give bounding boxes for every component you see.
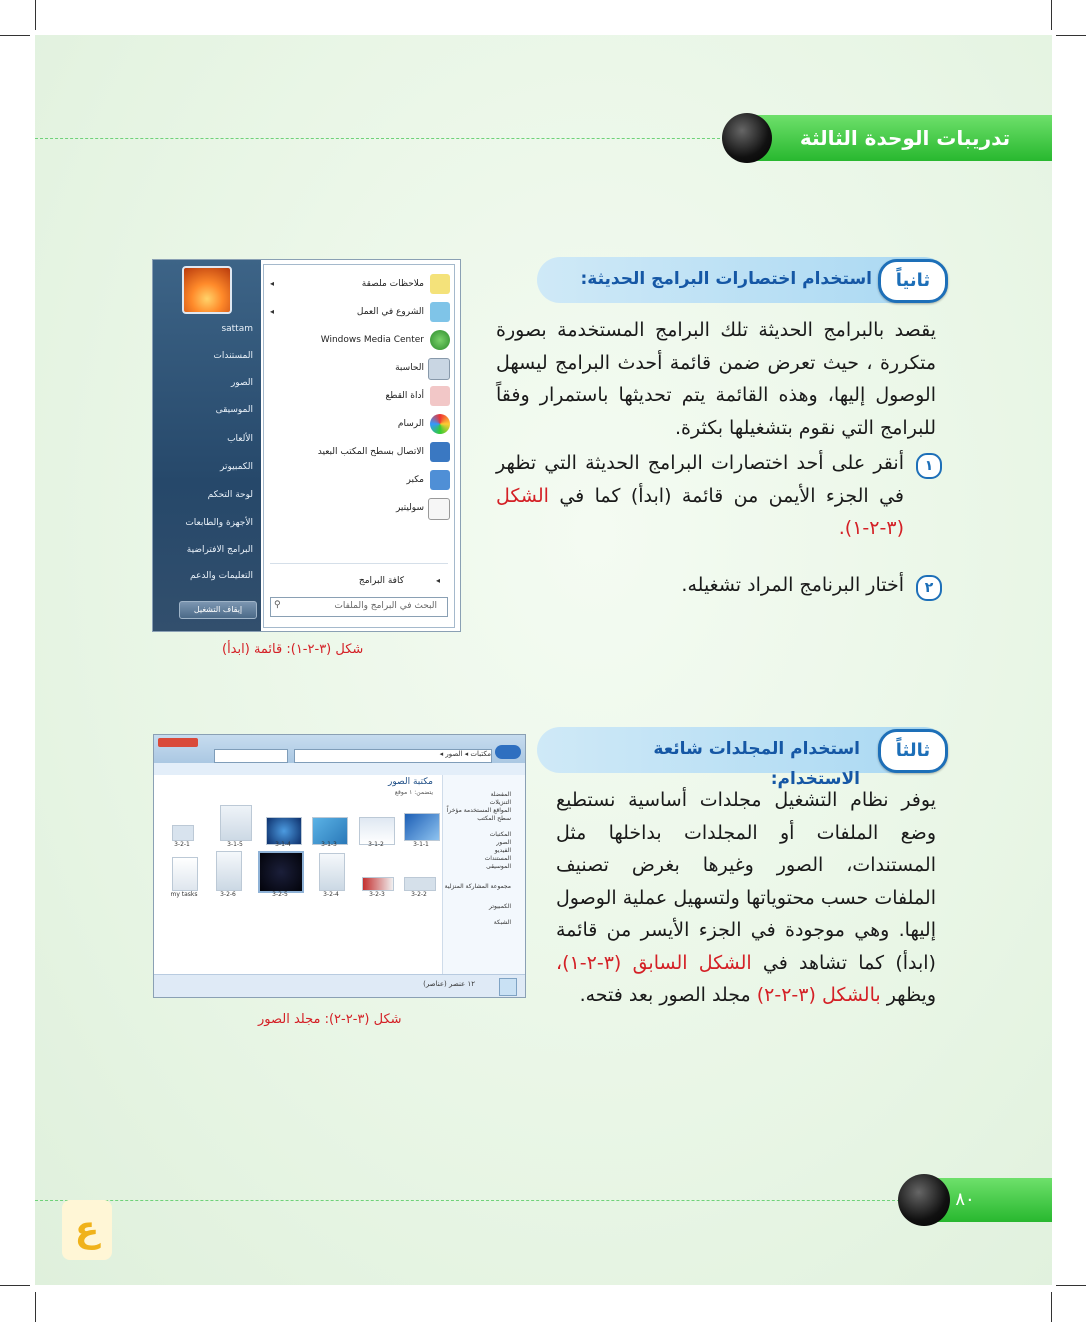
step1-text: أنقر على أحد اختصارات البرامج الحديثة التي تظهر في الجزء الأيمن من قائمة (ابدأ) كما في [496, 452, 904, 507]
thumbnail-label: my tasks [170, 891, 198, 898]
picture-thumbnail[interactable] [172, 825, 194, 841]
program-getting-started[interactable]: الشروع في العمل ◂ [264, 299, 454, 325]
thumbnail-label: 3-2-3 [369, 891, 385, 898]
program-paint[interactable]: الرسام [264, 411, 454, 437]
crop-mark [1051, 1292, 1052, 1322]
nav-libraries[interactable]: المكتبات [489, 831, 511, 838]
picture-thumbnail[interactable] [172, 857, 198, 891]
paint-palette-icon [430, 414, 450, 434]
explorer-toolbar [154, 763, 525, 775]
nav-documents[interactable]: المستندات [484, 855, 511, 862]
address-bar[interactable]: مكتبات ◂ الصور ◂ [294, 749, 492, 763]
program-remote-desktop[interactable]: الاتصال بسطح المكتب البعيد [264, 439, 454, 465]
section2-title: استخدام اختصارات البرامج الحديثة: [580, 269, 872, 289]
thumbnail-label: 3-1-2 [368, 841, 384, 848]
step2-number: ٢ [916, 575, 942, 601]
shutdown-button[interactable]: إيقاف التشغيل [179, 601, 257, 619]
item-count: ١٢ عنصر (عناصر) [423, 980, 475, 988]
step1 [496, 447, 904, 545]
picture-thumbnail[interactable] [319, 853, 345, 891]
page-background [35, 35, 1052, 1285]
picture-thumbnail[interactable] [404, 877, 436, 891]
chevron-left-icon: ◂ [436, 576, 441, 585]
nav-downloads[interactable]: التنزيلات [489, 799, 511, 806]
picture-thumbnail[interactable] [216, 851, 242, 891]
cards-icon [428, 498, 450, 520]
navigation-pane [442, 775, 525, 975]
thumbnail-label: 3-2-4 [323, 891, 339, 898]
figure2-caption: شكل (٣-٢-٢): مجلد الصور [258, 1012, 402, 1027]
step1-number: ١ [916, 453, 942, 479]
crop-mark [0, 35, 30, 36]
nav-pictures[interactable]: الصور [496, 839, 511, 846]
picture-thumbnail[interactable] [220, 805, 252, 841]
all-programs-item[interactable]: كافة البرامج ◂ [358, 576, 441, 586]
nav-network[interactable]: الشبكة [493, 919, 511, 926]
program-magnifier[interactable]: مكبر [264, 467, 454, 493]
nav-music[interactable]: الموسيقى [486, 863, 511, 870]
places-help-support[interactable]: التعليمات والدعم [190, 571, 253, 581]
thumbnail-label: 3-1-4 [275, 841, 291, 848]
user-name[interactable]: sattam [221, 324, 253, 334]
step1-figure-ref: الشكل (٣-٢-١). [496, 484, 904, 539]
start-menu-places-pane [153, 260, 261, 631]
places-games[interactable]: الألعاب [227, 434, 253, 444]
crop-mark [35, 1292, 36, 1322]
thumbnail-label: 3-1-1 [413, 841, 429, 848]
sticky-notes-icon [430, 274, 450, 294]
places-music[interactable]: الموسيقى [215, 405, 253, 415]
places-devices-printers[interactable]: الأجهزة والطابعات [185, 518, 253, 528]
picture-thumbnail[interactable] [404, 813, 440, 841]
program-media-center[interactable]: Windows Media Center [264, 327, 454, 353]
magnifier-icon [430, 470, 450, 490]
back-forward-icon[interactable] [495, 745, 521, 759]
places-documents[interactable]: المستندات [213, 351, 253, 361]
submenu-arrow-icon: ◂ [270, 307, 275, 316]
publisher-logo: ع [62, 1200, 112, 1260]
section3-title: استخدام المجلدات شائعة الاستخدام: [653, 739, 860, 789]
step2: أختار البرنامج المراد تشغيله. [681, 574, 904, 596]
program-calculator[interactable]: الحاسبة [264, 355, 454, 381]
nav-desktop[interactable]: سطح المكتب [477, 815, 511, 822]
crop-mark [1056, 1285, 1086, 1286]
scissors-icon [430, 386, 450, 406]
thumbnail-label: 3-2-2 [411, 891, 427, 898]
places-control-panel[interactable]: لوحة التحكم [207, 490, 253, 500]
thumbnail-label: 3-1-5 [227, 841, 243, 848]
header-rule [35, 138, 725, 139]
window-controls[interactable] [158, 738, 198, 747]
program-snipping-tool[interactable]: أداة القطع [264, 383, 454, 409]
user-avatar [182, 266, 232, 314]
start-menu-figure [152, 259, 461, 632]
places-computer[interactable]: الكمبيوتر [220, 462, 253, 472]
nav-recent-places[interactable]: المواقع المستخدمة مؤخراً [446, 807, 511, 814]
pictures-library-figure [153, 734, 526, 998]
nav-homegroup[interactable]: مجموعة المشاركة المنزلية [444, 883, 511, 890]
remote-desktop-icon [430, 442, 450, 462]
thumbnail-label: 3-2-1 [174, 841, 190, 848]
search-icon: ⚲ [274, 600, 281, 610]
places-default-programs[interactable]: البرامج الافتراضية [186, 545, 253, 555]
section3-text-a: يوفر نظام التشغيل مجلدات أساسية نستطيع وضع الملفات أو المجلدات بداخلها مثل المستندات، الصور وغيرها بغرض تصنيف الملفات حسب محتوياتها ولتسهيل عملية الوصول إليها. وهي موجودة في الجزء الأيسر من قائمة (ابدأ) كما تشاهد في [556, 789, 936, 974]
header-cap [722, 113, 772, 163]
program-solitaire[interactable]: سوليتير [264, 495, 454, 521]
library-title: مكتبة الصور [388, 777, 433, 787]
section3-ref-fig2: بالشكل (٣-٢-٢) [756, 984, 881, 1006]
section2-badge: ثانياً [878, 259, 948, 303]
getting-started-icon [430, 302, 450, 322]
nav-videos[interactable]: الفيديو [494, 847, 511, 854]
media-center-icon [430, 330, 450, 350]
menu-divider [270, 563, 448, 564]
crop-mark [0, 1285, 30, 1286]
crop-mark [1056, 35, 1086, 36]
start-menu-programs-pane [263, 264, 455, 628]
program-sticky-notes[interactable]: ملاحظات ملصقة ◂ [264, 271, 454, 297]
start-search-input[interactable]: البحث في البرامج والملفات ⚲ [270, 597, 448, 617]
section3-paragraph [556, 784, 936, 1012]
nav-computer[interactable]: الكمبيوتر [489, 903, 511, 910]
section2-paragraph: يقصد بالبرامج الحديثة تلك البرامج المستخدمة بصورة متكررة ، حيث تعرض ضمن قائمة أحدث البرامج ليسهل الوصول إليها، وهذه القائمة يتم تحديثها باستمرار وفقاً للبرامج التي نقوم بتشغيلها بكثرة. [496, 319, 936, 439]
calculator-icon [428, 358, 450, 380]
explorer-status-bar [154, 974, 525, 997]
thumbnail-label: 3-1-3 [321, 841, 337, 848]
section3-text-b: ويظهر [886, 984, 936, 1006]
explorer-search-input[interactable] [214, 749, 288, 763]
page-number: ٨٠ [955, 1189, 975, 1210]
nav-favorites[interactable]: المفضلة [490, 791, 511, 798]
library-subtitle: يتضمن: ١ موقع [394, 789, 433, 796]
picture-thumbnail[interactable] [258, 851, 304, 893]
crop-mark [1051, 0, 1052, 30]
section3-text-c: مجلد الصور بعد فتحه. [579, 984, 751, 1006]
unit-title: تدريبات الوحدة الثالثة [799, 126, 1011, 150]
thumbnail-label: 3-2-5 [272, 891, 288, 898]
figure1-caption: شكل (٣-٢-١): قائمة (ابدأ) [222, 642, 364, 657]
pictures-library-icon [499, 978, 517, 996]
section3-ref-previous: الشكل السابق (٣-٢-١)، [556, 951, 752, 974]
places-pictures[interactable]: الصور [230, 378, 253, 388]
section3-badge: ثالثاً [878, 729, 948, 773]
thumbnail-label: 3-2-6 [220, 891, 236, 898]
submenu-arrow-icon: ◂ [270, 279, 275, 288]
picture-thumbnail[interactable] [362, 877, 394, 891]
footer-rule [35, 1200, 900, 1201]
crop-mark [35, 0, 36, 30]
